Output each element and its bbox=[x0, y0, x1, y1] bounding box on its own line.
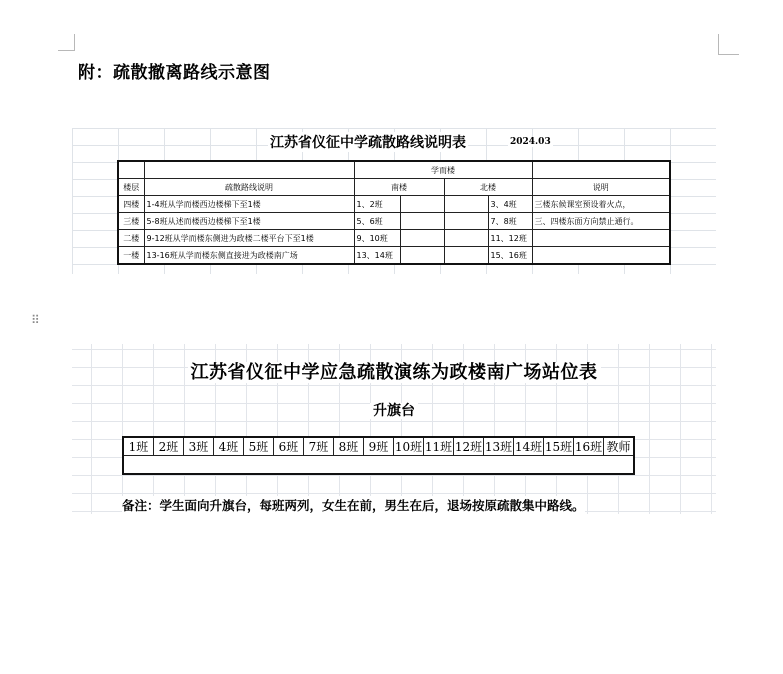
route-table-group-row bbox=[118, 161, 670, 179]
class-cell: 8班 bbox=[334, 437, 364, 456]
table-row bbox=[118, 230, 670, 247]
station-table-title-text: 江苏省仪征中学应急疏散演练为政楼南广场站位表 bbox=[188, 362, 601, 383]
route-table bbox=[117, 160, 671, 265]
station-table-image[interactable] bbox=[72, 344, 716, 514]
floor-cell: 一楼 bbox=[118, 247, 144, 265]
station-label-row bbox=[123, 437, 634, 456]
header-north: 北楼 bbox=[444, 179, 532, 196]
class-cell: 12班 bbox=[454, 437, 484, 456]
class-cell: 3班 bbox=[184, 437, 214, 456]
south-cell: 13、14班 bbox=[354, 247, 400, 265]
south-cell: 9、10班 bbox=[354, 230, 400, 247]
station-table bbox=[122, 436, 635, 475]
flag-platform-label bbox=[72, 400, 716, 420]
route-table-date: 2024.03 bbox=[510, 137, 551, 147]
blank-cell bbox=[532, 161, 670, 179]
class-cell: 2班 bbox=[154, 437, 184, 456]
class-cell: 10班 bbox=[394, 437, 424, 456]
group-header-cell: 学而楼 bbox=[354, 161, 532, 179]
blank-cell bbox=[444, 230, 488, 247]
blank-cell bbox=[444, 247, 488, 265]
blank-cell bbox=[400, 213, 444, 230]
blank-cell bbox=[400, 196, 444, 213]
drag-handle-icon[interactable]: ⠿ bbox=[31, 313, 39, 327]
notes-cell bbox=[532, 230, 670, 247]
route-cell: 5-8班从述而楼西边楼梯下至1楼 bbox=[144, 213, 354, 230]
class-cell: 16班 bbox=[574, 437, 604, 456]
route-table-header-row bbox=[118, 179, 670, 196]
route-cell: 9-12班从学而楼东侧进为政楼二楼平台下至1楼 bbox=[144, 230, 354, 247]
station-empty-row bbox=[123, 456, 634, 475]
page-heading: 附：疏散撤离路线示意图 bbox=[78, 63, 271, 83]
header-route: 疏散路线说明 bbox=[144, 179, 354, 196]
class-cell: 11班 bbox=[424, 437, 454, 456]
floor-cell: 三楼 bbox=[118, 213, 144, 230]
class-cell: 13班 bbox=[484, 437, 514, 456]
flag-platform-text: 升旗台 bbox=[370, 403, 418, 419]
floor-cell: 二楼 bbox=[118, 230, 144, 247]
north-cell: 15、16班 bbox=[488, 247, 532, 265]
station-note: 备注：学生面向升旗台，每班两列，女生在前，男生在后，退场按原疏散集中路线。 bbox=[122, 498, 585, 513]
route-table-title: 江苏省仪征中学疏散路线说明表 bbox=[268, 132, 468, 152]
south-cell: 1、2班 bbox=[354, 196, 400, 213]
class-cell: 7班 bbox=[304, 437, 334, 456]
blank-cell bbox=[123, 456, 634, 475]
notes-cell: 三、四楼东面方向禁止通行。 bbox=[532, 213, 670, 230]
route-table-image[interactable] bbox=[72, 128, 716, 274]
page-corner-mark-left bbox=[58, 34, 75, 51]
class-cell: 14班 bbox=[514, 437, 544, 456]
blank-cell bbox=[444, 213, 488, 230]
header-floor: 楼层 bbox=[118, 179, 144, 196]
class-cell: 15班 bbox=[544, 437, 574, 456]
header-notes: 说明 bbox=[532, 179, 670, 196]
floor-cell: 四楼 bbox=[118, 196, 144, 213]
page-corner-mark-right bbox=[718, 34, 739, 55]
blank-cell bbox=[144, 161, 354, 179]
route-cell: 13-16班从学而楼东侧直接进为政楼南广场 bbox=[144, 247, 354, 265]
blank-cell bbox=[118, 161, 144, 179]
blank-cell bbox=[400, 230, 444, 247]
blank-cell bbox=[400, 247, 444, 265]
station-table-title bbox=[72, 358, 716, 384]
teacher-cell: 教师 bbox=[604, 437, 635, 456]
north-cell: 11、12班 bbox=[488, 230, 532, 247]
class-cell: 5班 bbox=[244, 437, 274, 456]
class-cell: 6班 bbox=[274, 437, 304, 456]
north-cell: 3、4班 bbox=[488, 196, 532, 213]
table-row bbox=[118, 247, 670, 265]
class-cell: 1班 bbox=[123, 437, 154, 456]
south-cell: 5、6班 bbox=[354, 213, 400, 230]
class-cell: 4班 bbox=[214, 437, 244, 456]
table-row bbox=[118, 196, 670, 213]
class-cell: 9班 bbox=[364, 437, 394, 456]
north-cell: 7、8班 bbox=[488, 213, 532, 230]
blank-cell bbox=[444, 196, 488, 213]
header-south: 南楼 bbox=[354, 179, 444, 196]
notes-cell: 三楼东候课室预设着火点， bbox=[532, 196, 670, 213]
table-row bbox=[118, 213, 670, 230]
notes-cell bbox=[532, 247, 670, 265]
route-cell: 1-4班从学而楼西边楼梯下至1楼 bbox=[144, 196, 354, 213]
